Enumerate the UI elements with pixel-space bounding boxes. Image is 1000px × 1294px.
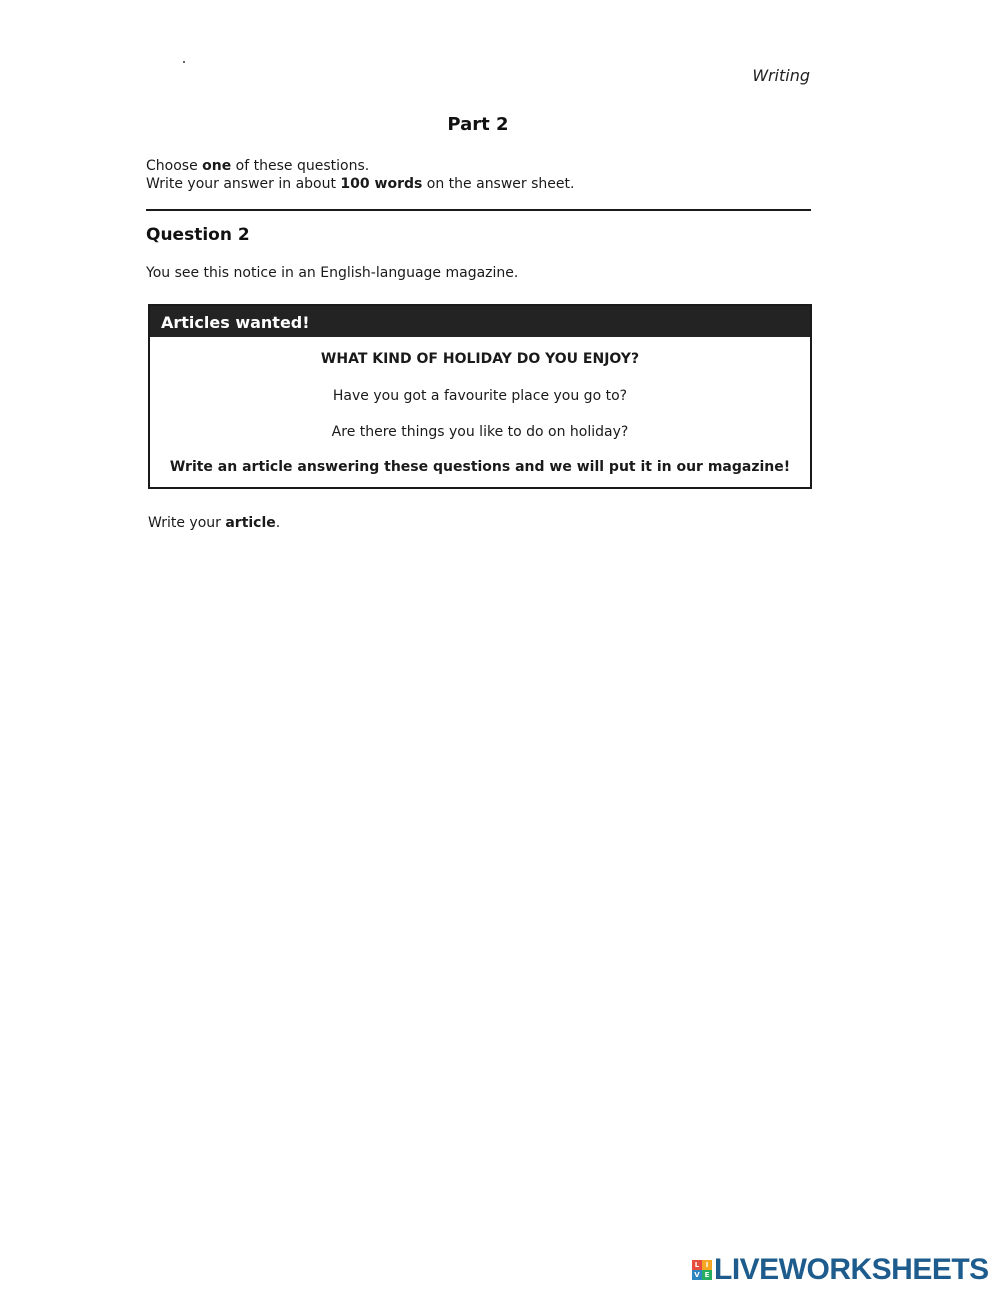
- logo-mark-icon: [692, 1260, 712, 1280]
- logo-tile: E: [702, 1270, 712, 1280]
- task-text: Write your: [148, 515, 226, 531]
- part-title: Part 2: [447, 114, 509, 135]
- notice-header: Articles wanted!: [150, 306, 810, 337]
- notice-box: [148, 304, 812, 489]
- instruction-text: on the answer sheet.: [422, 176, 575, 192]
- notice-question-1: Have you got a favourite place you go to?: [332, 388, 628, 404]
- logo-tile: I: [702, 1260, 712, 1270]
- instruction-emphasis: one: [202, 158, 232, 174]
- liveworksheets-logo: [692, 1255, 989, 1285]
- question-title: Question 2: [146, 225, 250, 245]
- logo-tile: L: [692, 1260, 702, 1270]
- instruction-text: of these questions.: [231, 158, 370, 174]
- instruction-text: Choose: [146, 158, 203, 174]
- notice-call-to-action: Write an article answering these questions and we will put it in our magazine!: [169, 459, 791, 475]
- section-label: Writing: [752, 66, 810, 85]
- instruction-line-2: [146, 175, 574, 193]
- scan-speck: [183, 61, 185, 63]
- instruction-emphasis: 100 words: [340, 176, 423, 192]
- logo-tile: V: [692, 1270, 702, 1280]
- notice-question-2: Are there things you like to do on holiday?: [331, 424, 629, 440]
- instruction-line-1: [146, 157, 574, 175]
- logo-text: LIVEWORKSHEETS: [714, 1253, 989, 1286]
- instruction-text: Write your answer in about: [146, 176, 341, 192]
- task-instruction: [148, 515, 280, 531]
- divider-rule: [146, 209, 811, 211]
- task-emphasis: article: [225, 515, 276, 531]
- task-text: .: [275, 515, 281, 531]
- notice-heading: WHAT KIND OF HOLIDAY DO YOU ENJOY?: [320, 351, 640, 367]
- instructions: [146, 157, 574, 193]
- notice-intro: You see this notice in an English-language magazine.: [146, 265, 519, 281]
